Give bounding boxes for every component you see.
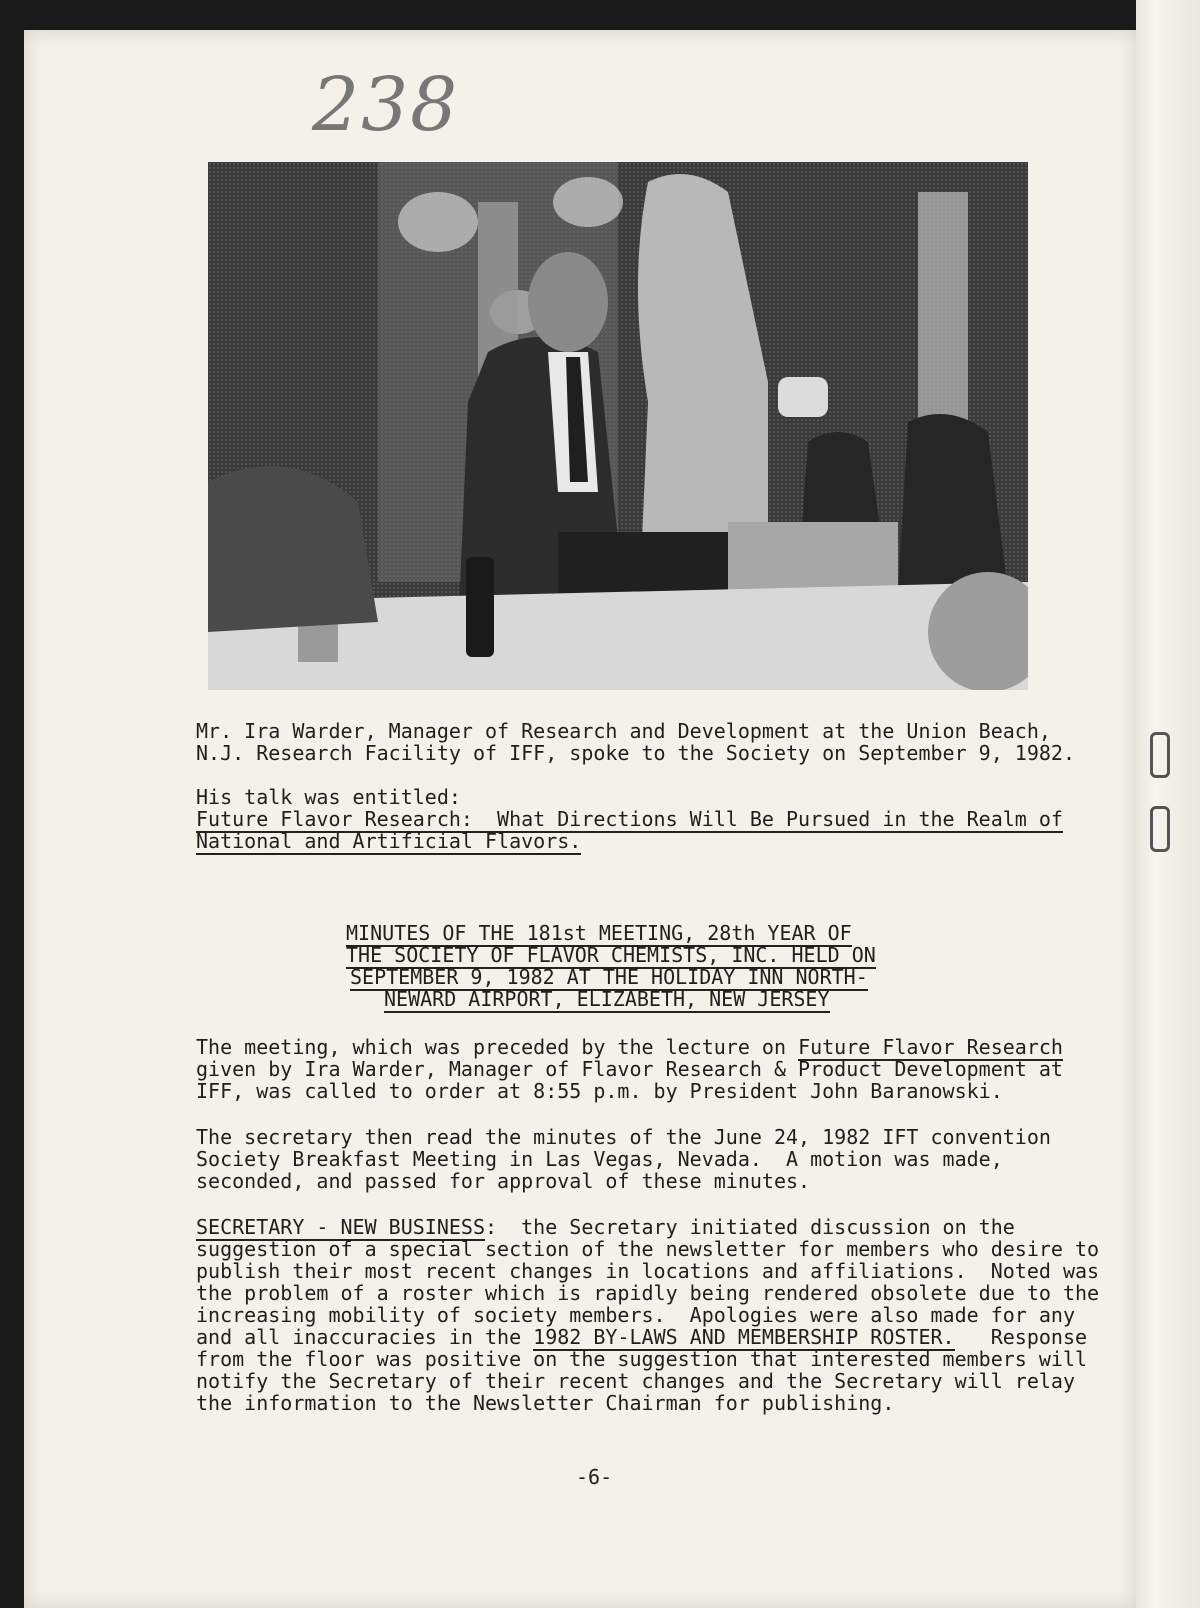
para3-line-6 bbox=[196, 1326, 1087, 1348]
para3-line-9: the information to the Newsletter Chairman for publishing. bbox=[196, 1391, 895, 1415]
talk-title-line-2: National and Artificial Flavors. bbox=[196, 829, 582, 853]
para3-line-1 bbox=[196, 1216, 1015, 1238]
para3-line-3: publish their most recent changes in locations and affiliations. Noted was bbox=[196, 1259, 1100, 1283]
para1-line-3: IFF, was called to order at 8:55 p.m. by President John Baranowski. bbox=[196, 1079, 1003, 1103]
para3-line-6-post: Response bbox=[954, 1325, 1088, 1349]
para3-line-8: notify the Secretary of their recent changes and the Secretary will relay bbox=[196, 1369, 1075, 1393]
para1-line-1-text: The meeting, which was preceded by the lecture on bbox=[196, 1035, 799, 1059]
minutes-heading-line-1: MINUTES OF THE 181st MEETING, 28th YEAR OF bbox=[346, 921, 852, 945]
secretary-new-business-heading: SECRETARY - NEW BUSINESS bbox=[196, 1215, 485, 1239]
photo-caption-line-2: N.J. Research Facility of IFF, spoke to the Society on September 9, 1982. bbox=[196, 741, 1075, 765]
para1-underlined-title: Future Flavor Research bbox=[798, 1035, 1063, 1059]
talk-intro: His talk was entitled: bbox=[196, 785, 461, 809]
meeting-photo bbox=[208, 162, 1028, 690]
minutes-heading-line-2-wrap bbox=[346, 944, 876, 966]
minutes-heading-line-4-wrap bbox=[384, 988, 830, 1010]
talk-title-line-1-wrap bbox=[196, 808, 1063, 830]
handwritten-page-number: 238 bbox=[312, 62, 460, 148]
para1-line-1 bbox=[196, 1036, 1063, 1058]
binder-clip-bottom bbox=[1150, 806, 1170, 852]
para3-line-6-pre: and all inaccuracies in the bbox=[196, 1325, 534, 1349]
para3-line-4: the problem of a roster which is rapidly being rendered obsolete due to the bbox=[196, 1281, 1100, 1305]
minutes-heading-line-3: SEPTEMBER 9, 1982 AT THE HOLIDAY INN NORTH- bbox=[350, 965, 868, 989]
para3-line-5: increasing mobility of society members. Apologies were also made for any bbox=[196, 1303, 1075, 1327]
para3-line-2: suggestion of a special section of the newsletter for members who desire to bbox=[196, 1237, 1100, 1261]
minutes-heading-line-2: THE SOCIETY OF FLAVOR CHEMISTS, INC. HELD ON bbox=[346, 943, 876, 967]
para3-line-1-rest: : the Secretary initiated discussion on the bbox=[484, 1215, 1015, 1239]
talk-title-line-1: Future Flavor Research: What Directions Will Be Pursued in the Realm of bbox=[196, 807, 1063, 831]
para1-line-2: given by Ira Warder, Manager of Flavor Research & Product Development at bbox=[196, 1057, 1063, 1081]
para2-line-3: seconded, and passed for approval of these minutes. bbox=[196, 1169, 811, 1193]
para3-line-7: from the floor was positive on the suggestion that interested members will bbox=[196, 1347, 1088, 1371]
bylaws-roster-title: 1982 BY-LAWS AND MEMBERSHIP ROSTER. bbox=[533, 1325, 955, 1349]
minutes-heading-line-4: NEWARD AIRPORT, ELIZABETH, NEW JERSEY bbox=[384, 987, 830, 1011]
minutes-heading-line-1-wrap bbox=[346, 922, 852, 944]
binder-clip-top bbox=[1150, 732, 1170, 778]
photo-caption-line-1: Mr. Ira Warder, Manager of Research and Development at the Union Beach, bbox=[196, 719, 1051, 743]
page-number: -6- bbox=[576, 1465, 613, 1489]
para2-line-1: The secretary then read the minutes of the June 24, 1982 IFT convention bbox=[196, 1125, 1051, 1149]
minutes-heading-line-3-wrap bbox=[350, 966, 868, 988]
para2-line-2: Society Breakfast Meeting in Las Vegas, Nevada. A motion was made, bbox=[196, 1147, 1003, 1171]
binding-edge bbox=[1136, 0, 1200, 1608]
talk-title-line-2-wrap bbox=[196, 830, 581, 852]
